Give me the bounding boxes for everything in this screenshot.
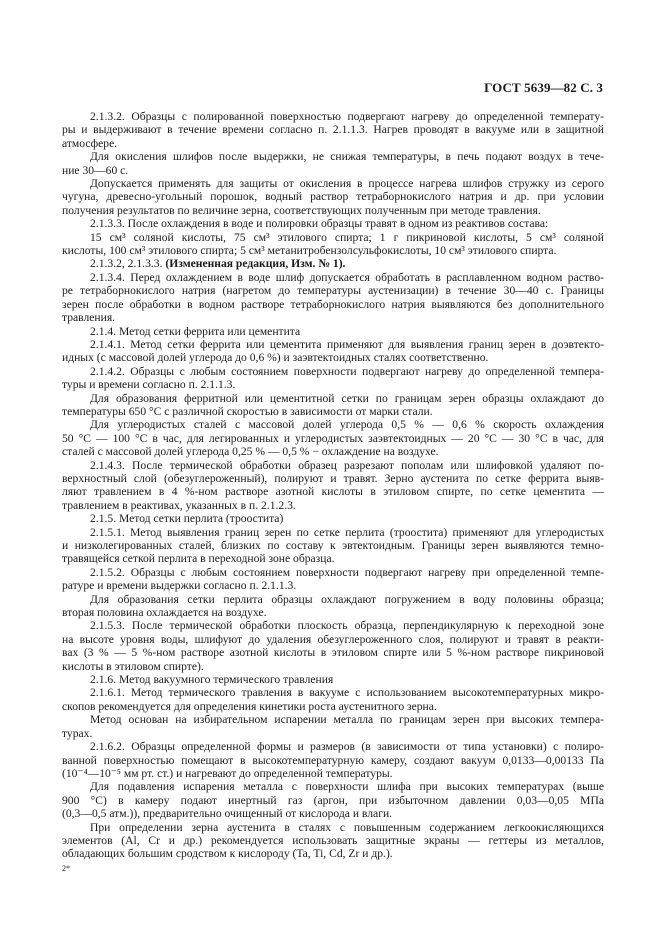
line-text: Для углеродистых сталей с массовой долей углерода 0,5 % — 0,6 % скорость охлаждения — [90, 418, 604, 432]
paragraph — [62, 459, 604, 513]
text-line — [62, 405, 604, 418]
line-text: получения результатов по величине зерна, соответствующих полученным при методе травления. — [62, 203, 541, 217]
paragraph — [62, 392, 604, 419]
line-text: 2.1.6. Метод вакуумного термического травления — [90, 673, 334, 687]
text-line — [62, 834, 604, 847]
text-line — [62, 164, 604, 177]
paragraph — [62, 821, 604, 861]
line-text: вах (3 % — 5 %-ном растворе азотной кислоты в этиловом спирте или 5 %-ном растворе пикриновой — [62, 646, 604, 660]
paragraph — [62, 740, 604, 780]
line-text: травления. — [62, 311, 116, 325]
line-text: 2.1.4.1. Метод сетки феррита или цементита применяют для выявления границ зерен в доэвтекто- — [90, 337, 604, 351]
line-text: Метод основан на избирательном испарении металла по границам зерен при высоких темпера- — [90, 713, 604, 727]
text-line — [62, 686, 604, 699]
line-text: атмосфере. — [62, 136, 118, 150]
text-line — [62, 499, 604, 512]
line-text: и низколегированных сталей, близких по составу к эвтектоидным. Границы зерен выявляются темно- — [62, 539, 604, 552]
text-line — [62, 472, 604, 485]
text-line — [62, 619, 604, 632]
text-line — [62, 847, 604, 860]
text-line — [62, 123, 604, 136]
line-text: 900 °С) в камеру подают инертный газ (аргон, при избыточном давлении 0,03—0,05 МПа — [62, 793, 604, 807]
line-text: 2.1.3.2, 2.1.3.3. — [90, 257, 166, 271]
paragraph — [62, 673, 604, 686]
amendment-note: (Измененная редакция, Изм. № 1). — [165, 257, 346, 271]
text-line — [62, 767, 604, 780]
text-line — [62, 526, 604, 539]
text-line — [62, 485, 604, 498]
text-line — [62, 284, 604, 297]
paragraph — [62, 780, 604, 820]
paragraph — [62, 150, 604, 177]
text-line — [62, 177, 604, 190]
paragraph — [62, 177, 604, 217]
line-text: на высоте уровня воды, шлифуют до удаления обезуглероженного слоя, полируют и травят в реакти- — [62, 632, 604, 646]
paragraph — [62, 338, 604, 365]
line-text: ры и выдерживают в течение времени согласно п. 2.1.1.3. Нагрев проводят в вакууме или в защитной — [62, 123, 604, 137]
page-header: ГОСТ 5639—82 С. 3 — [484, 80, 603, 95]
paragraph — [62, 231, 604, 258]
line-text: 2.1.4.3. После термической обработки образец разрезают пополам или шлифовкой удаляют по- — [90, 458, 604, 472]
text-line — [62, 740, 604, 753]
text-line — [62, 459, 604, 472]
line-text: ние 30—60 с. — [62, 163, 129, 177]
line-text: ратуре и времени выдержки согласно п. 2.1.1.3. — [62, 579, 297, 593]
text-line — [62, 311, 604, 324]
text-line — [62, 821, 604, 834]
line-text: травящейся сеткой перлита в переходной зоне образца. — [62, 552, 335, 566]
paragraph — [62, 713, 604, 740]
line-text: 2.1.4. Метод сетки феррита или цементита — [90, 324, 301, 338]
text-line — [62, 579, 604, 592]
text-line — [62, 713, 604, 726]
paragraph — [62, 418, 604, 458]
text-line — [62, 445, 604, 458]
text-line — [62, 418, 604, 431]
line-text: ванной поверхностью помещают в высокотемпературную камеру, создают вакуум 0,0133—0,00133 Па — [62, 753, 604, 767]
line-text: Для подавления испарения металла с поверхности шлифа при высоких температурах (выше — [90, 780, 604, 794]
text-line — [62, 539, 604, 552]
text-line — [62, 231, 604, 244]
line-text: (0,3—0,5 атм.)), предварительно очищенный от кислорода и влаги. — [62, 807, 393, 821]
line-text: кислоты в этиловом спирте). — [62, 659, 204, 673]
line-text: 2.1.4.2. Образцы с любым состоянием поверхности подвергают нагреву до определенной темпера- — [90, 364, 604, 378]
text-line — [62, 606, 604, 619]
paragraph — [62, 512, 604, 525]
text-line — [62, 633, 604, 646]
text-line — [62, 754, 604, 767]
line-text: Для образования сетки перлита образцы охлаждают погружением в воду половины образца; — [90, 592, 604, 606]
line-text: травлением в реактивах, указанных в п. 2.1.2.3. — [62, 498, 296, 512]
line-text: ре тетраборнокислого натрия (нагретом до температуры аустенизации) в течение 30—40 с. Границы — [62, 284, 604, 298]
line-text: 2.1.3.2. Образцы с полированной поверхностью подвергают нагреву до определенной температу- — [90, 110, 604, 123]
text-line — [62, 780, 604, 793]
line-text: 2.1.6.2. Образцы определенной формы и размеров (в зависимости от типа установки) с полиро- — [90, 740, 604, 754]
text-line — [62, 150, 604, 163]
text-line — [62, 365, 604, 378]
line-text: 2.1.5.3. После термической обработки плоскость образца, перпендикулярную к переходной зоне — [90, 619, 604, 633]
text-line — [62, 204, 604, 217]
text-line — [62, 392, 604, 405]
line-text: ляют травлением в 4 %-ном растворе азотной кислоты в этиловом спирте, по сетке цементита — — [62, 485, 604, 499]
line-text: вторая половина охлаждается на воздухе. — [62, 606, 267, 620]
line-text: Допускается применять для защиты от окисления в процессе нагрева шлифов стружку из серого — [90, 177, 604, 191]
text-line — [62, 432, 604, 445]
line-text: зерен после обработки в водном растворе тетраборнокислого натрия выявляются без дополнительного — [62, 297, 604, 311]
paragraph — [62, 365, 604, 392]
paragraph — [62, 217, 604, 230]
text-line — [62, 794, 604, 807]
line-text: кислоты, 100 см³ этилового спирта; 5 см³ метанитробензолсульфокислоты, 10 см³ этилового спирта. — [62, 244, 557, 258]
line-text: 15 см³ соляной кислоты, 75 см³ этилового спирта; 1 г пикриновой кислоты, 5 см³ соляной — [90, 230, 604, 244]
text-line — [62, 190, 604, 203]
paragraph — [62, 593, 604, 620]
text-line — [62, 298, 604, 311]
paragraph — [62, 619, 604, 673]
line-text: туры и времени согласно п. 2.1.1.3. — [62, 378, 236, 392]
line-text: 2.1.3.3. После охлаждения в воде и полировки образцы травят в одном из реактивов состава: — [90, 217, 549, 231]
line-text: скопов рекомендуется для определения кинетики роста аустенитного зерна. — [62, 699, 437, 713]
text-line — [62, 552, 604, 565]
text-line — [62, 593, 604, 606]
text-line — [62, 673, 604, 686]
text-line — [62, 807, 604, 820]
line-text: Для окисления шлифов после выдержки, не снижая температуры, в печь подают воздух в тече- — [90, 150, 604, 164]
line-text: чугуна, древесно-угольный порошок, водный раствор тетраборнокислого натрия и др. при условии — [62, 190, 604, 204]
text-line — [62, 217, 604, 230]
text-line — [62, 566, 604, 579]
line-text: температуры 650 °С с различной скоростью в зависимости от марки стали. — [62, 404, 433, 418]
line-text: сталей с массовой долей углерода 0,25 % — 0,5 % − охлаждение на воздухе. — [62, 445, 439, 459]
line-text: 2.1.5.2. Образцы с любым состоянием поверхности подвергают нагреву при определенной темпе- — [90, 565, 604, 579]
line-text: Для образования ферритной или цементитной сетки по границам зерен образцы охлаждают до — [90, 391, 604, 405]
text-line — [62, 646, 604, 659]
text-line — [62, 137, 604, 150]
paragraph — [62, 110, 604, 150]
line-text: идных (с массовой долей углерода до 0,6 %) и заэвтектоидных сталях соответственно. — [62, 351, 489, 365]
text-line — [62, 660, 604, 673]
document-body — [62, 110, 604, 861]
text-line — [62, 512, 604, 525]
paragraph — [62, 686, 604, 713]
text-line — [62, 727, 604, 740]
line-text: турах. — [62, 726, 93, 740]
text-line — [62, 271, 604, 284]
text-line — [62, 110, 604, 123]
text-line — [62, 378, 604, 391]
paragraph — [62, 325, 604, 338]
text-line — [62, 244, 604, 257]
paragraph — [62, 271, 604, 325]
line-text: 50 °С — 100 °С в час, для легированных и углеродистых заэвтектоидных — 20 °С — 30 °С в час, для — [62, 431, 604, 445]
line-text: обладающих большим сродством к кислороду (Ta, Ti, Cd, Zr и др.). — [62, 847, 393, 861]
paragraph — [62, 526, 604, 566]
line-text: 2.1.3.4. Перед охлаждением в воде шлиф допускается обработать в расплавленном водном раство- — [90, 270, 604, 284]
text-line — [62, 351, 604, 364]
page-footer-mark: 2* — [62, 864, 70, 873]
text-line — [62, 338, 604, 351]
line-text: 2.1.5. Метод сетки перлита (троостита) — [90, 512, 284, 526]
text-line — [62, 700, 604, 713]
text-line — [62, 257, 604, 270]
line-text: верхностный слой (обезуглероженный), полируют и травят. Зерно аустенита по сетке феррита выяв- — [62, 471, 604, 485]
line-text: (10⁻⁴—10⁻⁵ мм рт. ст.) и нагревают до определенной температуры. — [62, 766, 393, 780]
paragraph — [62, 257, 604, 270]
line-text: элементов (Al, Cr и др.) рекомендуется использовать защитные экраны — геттеры из металлов, — [62, 833, 604, 847]
text-line — [62, 325, 604, 338]
line-text: При определении зерна аустенита в сталях с повышенным содержанием легкоокисляющихся — [90, 820, 604, 834]
paragraph — [62, 566, 604, 593]
line-text: 2.1.6.1. Метод термического травления в вакууме с использованием высокотемпературных микро- — [90, 686, 604, 700]
line-text: 2.1.5.1. Метод выявления границ зерен по сетке перлита (троостита) применяют для углеродистых — [90, 525, 604, 539]
